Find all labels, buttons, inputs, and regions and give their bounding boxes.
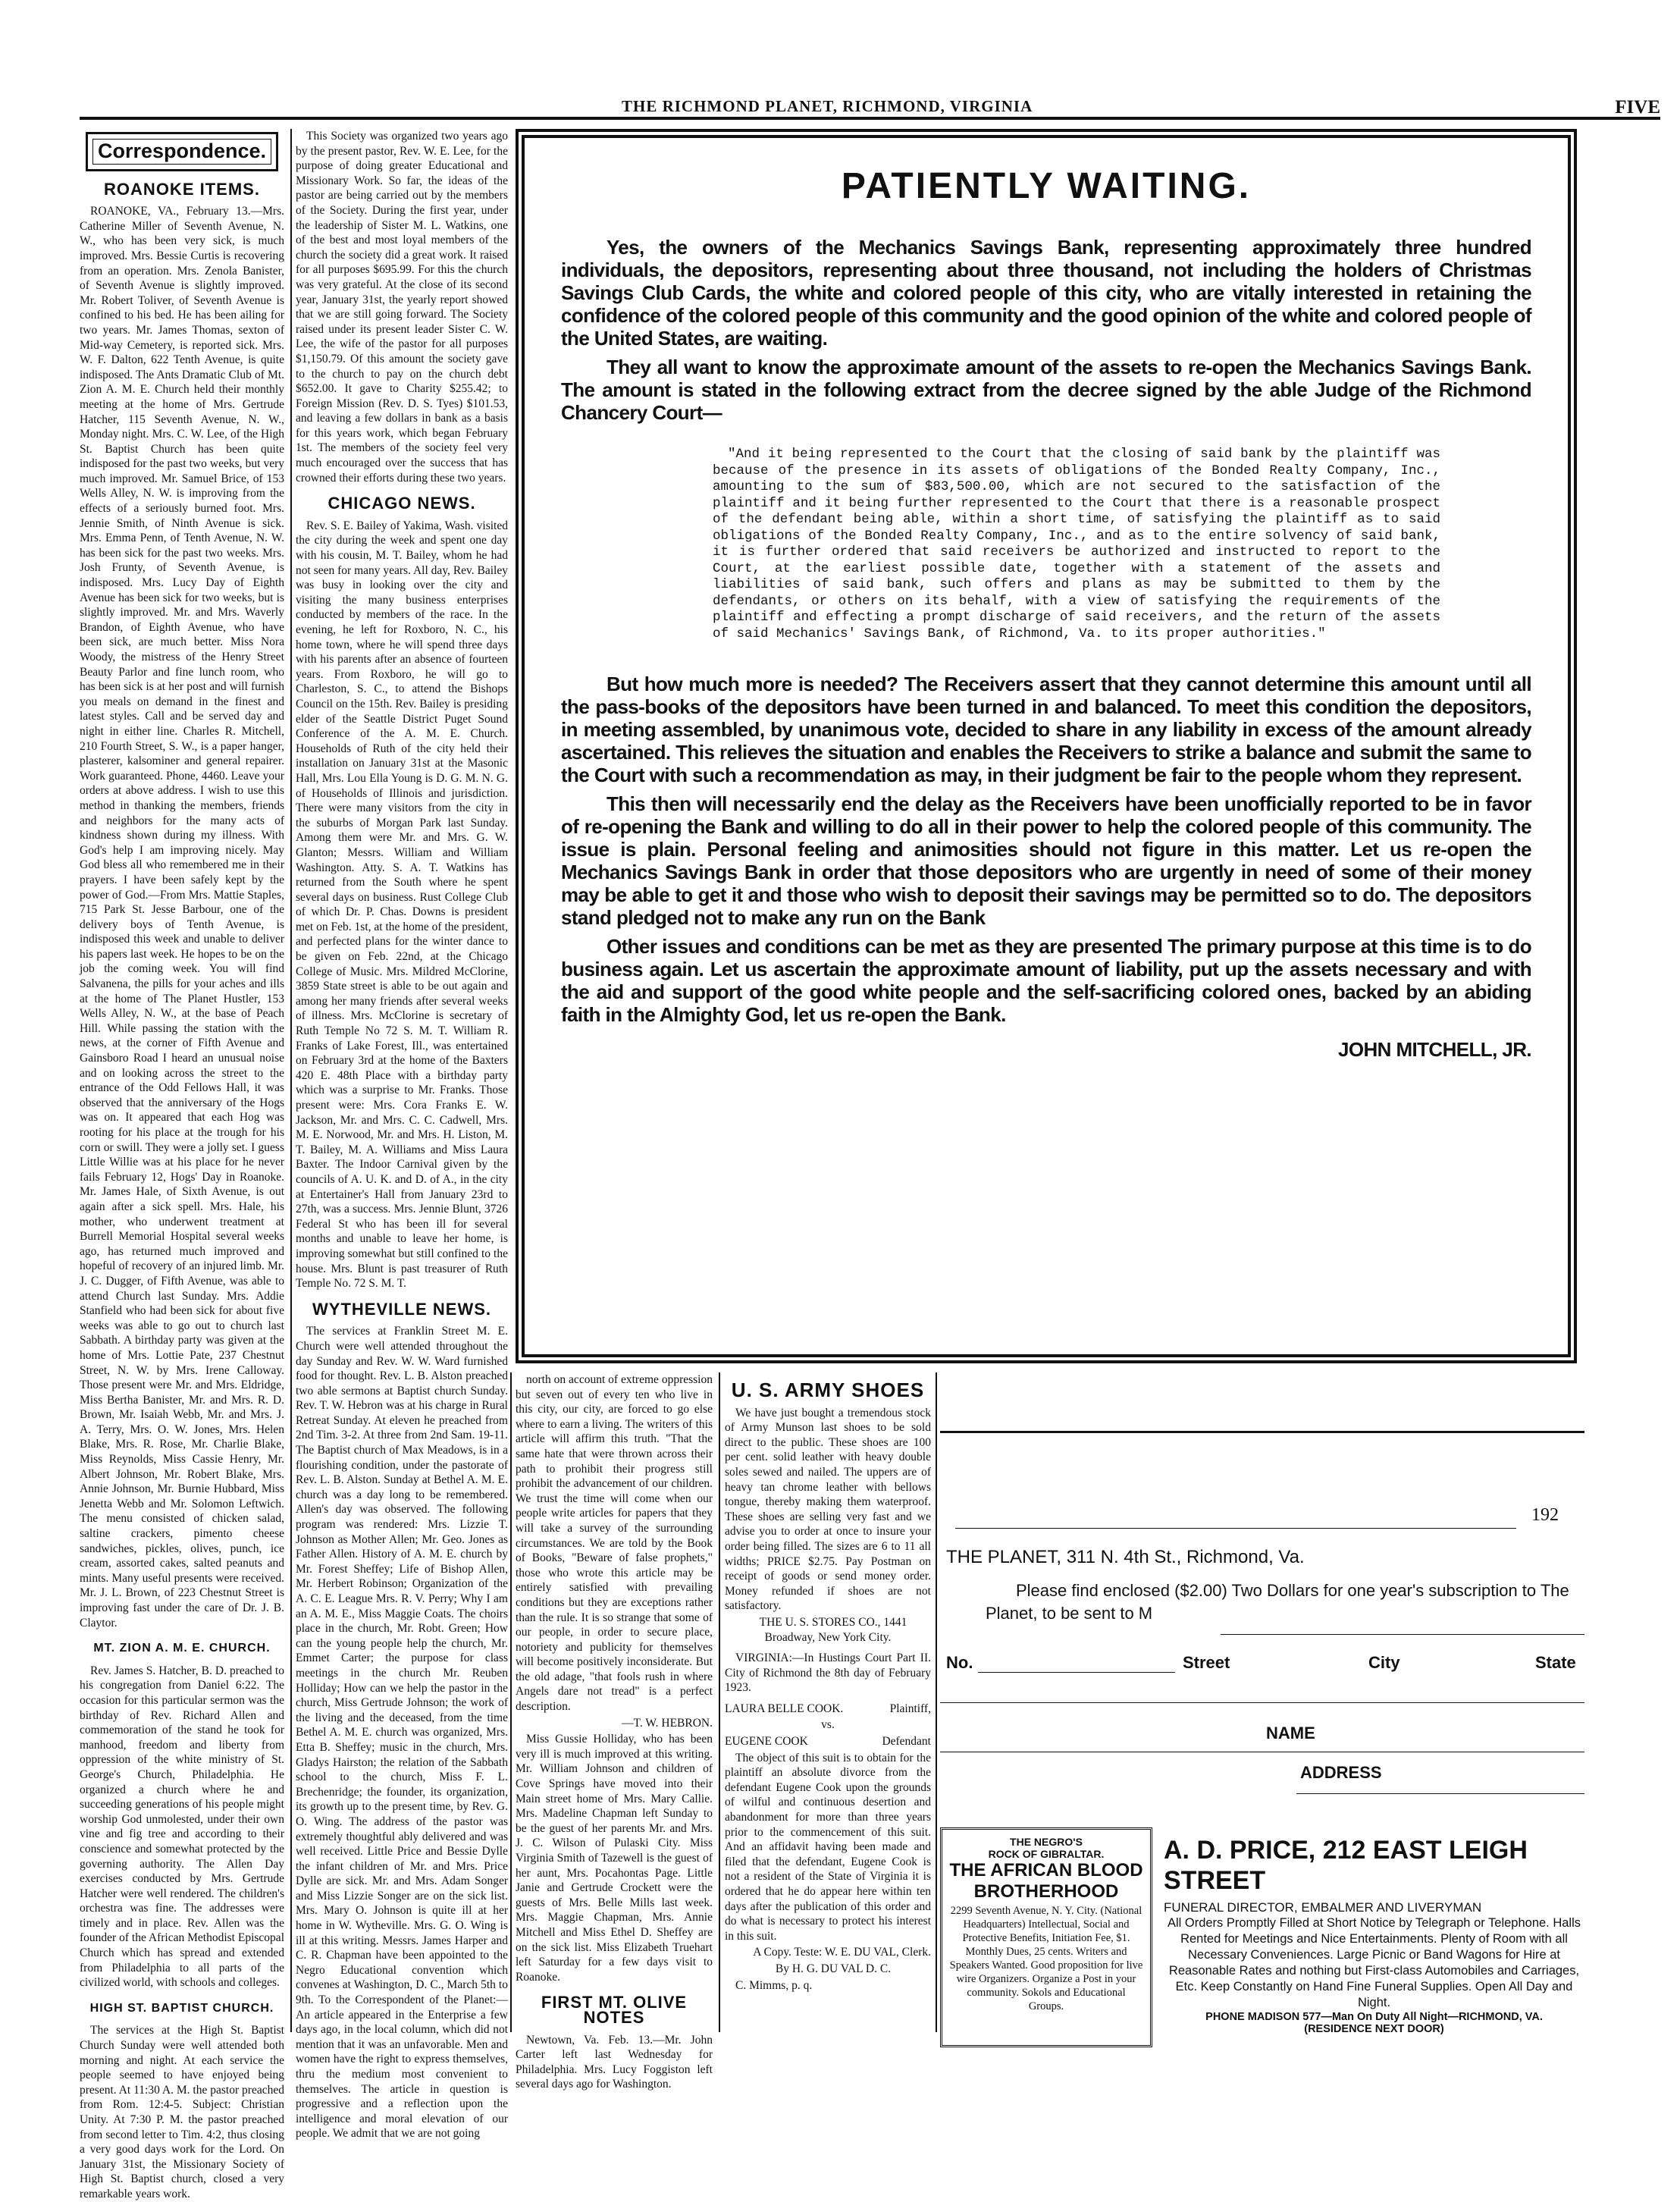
column-rule [290,129,292,2032]
african-blood-brotherhood-ad: THE NEGRO'S ROCK OF GIBRALTAR. THE AFRICAN BLOOD BROTHERHOOD 2299 Seventh Avenue, N. Y. City. (National Headquarters) Intellectual, Social and Protective Benefits, Initiation Fee, $1. Monthly Dues, 25 cents. Writers and Speakers Wanted. Good proposition for live wire Organizers. Organize a Post in your community. Sokols and Educational Groups. [940,1827,1152,2047]
wytheville-heading: WYTHEVILLE NEWS. [312,1299,491,1319]
editorial-paragraph-5: Other issues and conditions can be met as they are presented The primary purpose at this time is to do business again. Let us ascertain the approximate amount of liability, put up the assets necessary and with the aid and support of the good white people and the self-sacrificing colored ones, backed by an abiding faith in the Almighty God, let us re-open the Bank. [561,935,1531,1026]
army-shoes-heading: U. S. ARMY SHOES [731,1379,925,1401]
mt-olive-text: Newtown, Va. Feb. 13.—Mr. John Carter left last Wednesday for Philadelphia. Mrs. Lucy Foggiston left several days ago for Washington. [516,2033,713,2091]
clerk-copy: A Copy. Teste: W. E. DU VAL, Clerk. [753,1946,931,1959]
editorial-paragraph-4: This then will necessarily end the delay as the Receivers have been unofficially reported to be in favor of re-opening the Bank and willing to do all in their power to help the colored people of this community. The issue is plain. Personal feeling and animosities should not figure in this matter. Let us re-open the Mechanics Savings Bank in order that those depositors who are urgently in need of some of their money may be able to get it and those who wish to deposit their savings may be permitted so to do. The depositors stand pledged not to make any run on the Bank [561,792,1531,929]
price-ad-residence: (RESIDENCE NEXT DOOR) [1304,2023,1444,2035]
editorial-title: PATIENTLY WAITING. [841,166,1252,206]
mt-zion-heading: MT. ZION A. M. E. CHURCH. [93,1642,271,1655]
recipient-line[interactable] [1221,1634,1584,1635]
us-stores-signature: THE U. S. STORES CO., 1441 Broadway, New York City. [759,1615,907,1644]
personal-notes-text: Miss Gussie Holliday, who has been very ill is much improved at this writing. Mr. William Johnson and children of Cove Springs have moved into their Main street home of Mrs. Mary Callie. Mrs. Madeline Chapman left Sunday to be the guest of her parents Mr. and Mrs. J. C. Wilson of Pulaski City. Miss Virginia Smith of Tazewell is the guest of her aunt, Mrs. Pocahontas Page. Little Janie and Gertrude Crockett were the guests of Mrs. Belle Mills last week. Mrs. Maggie Chapman, Mrs. Annie Mitchell and Miss Ethel D. Sheffey are on the sick list. Miss Elizabeth Truehart left Saturday for a few days visit to Roanoke. [516,1733,713,1984]
editorial-paragraph-1: Yes, the owners of the Mechanics Savings Bank, representing approximately three hundred individuals, the depositors, representing about three thousand, not including the holders of Christmas Savings Club Cards, the white and colored people of this city, who are vitally interested in retaining the confidence of the colored people of this community and the good opinion of the white and colored people of the United States, are waiting. [561,236,1531,350]
price-funeral-ad [1164,1835,1584,2035]
versus: vs. [821,1718,835,1732]
label-address: ADDRESS [1300,1763,1382,1782]
mt-zion-text: Rev. James S. Hatcher, B. D. preached to his congregation from Daniel 6:22. The occasion for this particular sermon was the birthday of Rev. Richard Allen and commemoration of the stand he took for manhood, freedom and liberty from oppression of the white ministry of St. George's Church, Philadelphia. He organized a church where he and succeeding generations of his people might worship God unmolested, under their own vine and fig tree and according to their conscience and somewhat protected by the governing authority. The Allen Day exercises conducted by Mrs. Gertrude Hatcher were well rendered. The children's orchestra was fine. The addresses were timely and in place. Rev. Allen was the founder of the African Methodist Episcopal Church which has spread and extended from Philadelphia to all parts of the civilized world, with schools and colleges. [80,1664,284,1990]
coupon-address: THE PLANET, 311 N. 4th St., Richmond, Va. [946,1547,1305,1567]
wytheville-text: The services at Franklin Street M. E. Church were well attended throughout the day Sunday and Rev. W. W. Ward furnished food for thought. Rev. L. B. Alston preached two able sermons at Baptist church Sunday. Rev. T. W. Hebron was at his charge in Rural Retreat Sunday. At eleven he preached from 2nd Tim. 3-2. At three from 2nd Sam. 19-11. The Baptist church of Max Meadows, is in a flourishing condition, under the pastorate of Rev. L. B. Alston. Sunday at Bethel A. M. E. church was a day long to be remembered. Allen's day was observed. The following program was rendered: Mrs. Lizzie T. Johnson as Mother Allen; Mr. Geo. Jones as Father Allen. History of A. M. E. church by Mr. Forest Sheffey; Life of Bishop Allen, Mr. Herbert Robinson; Organization of the A. C. E. League Mrs. R. V. Perry; Why I am an A. M. E., Miss Maggie Coats. The choirs place in the church, Mr. Robt. Green; How can the young people help the church, Mr. Emmet Carter; the purpose for class meetings in the church Mr. Reuben Holliday; How can we help the pastor in the church, Miss Gertrude Johnson; the work of the living and the deceased, from the time Bethel A. M. E. church was organized, Mrs. Etta B. Sheffey; music in the church, Mrs. Gladys Hairston; the relation of the Sabbath school to the church, Miss F. L. Brechenridge; the founder, its organization, its growth up to the present time, by Rev. G. O. Wing. The address of the pastor was extremely thoughtful ably delivered and was well received. Little Price and Bessie Dylle the infant children of Mr. and Mrs. Price Dylle are sick. Mr. and Mrs. Adam Songer and Miss Lizzie Songer are on the sick list. Mrs. Mary O. Johnson is quite ill at her home in W. Wytheville. Mrs. G. O. Wing is ill at this writing. Messrs. James Harper and C. R. Chapman have been appointed to the Negro Educational convention which convenes at Washington, D. C., March 5th to 9th. To the Correspondent of the Planet:—An article appeared in the Enterprise a few days ago, in the local column, which did not mention that it was an unfavorable. Men and women have the right to express themselves, thru the medium most convenient to themselves. The article in question is progressive and a reflection upon the intelligence and moral elevation of our people. We admit that we are not going [296,1325,508,2141]
hebron-signature: —T. W. HEBRON. [622,1716,713,1730]
brotherhood-details: 2299 Seventh Avenue, N. Y. City. (National Headquarters) Intellectual, Social and Protective Benefits, Initiation Fee, $1. Monthly Dues, 25 cents. Writers and Speakers Wanted. Good proposition for live wire Organizers. Organize a Post in your community. Sokols and Educational Groups. [949,1905,1143,2012]
label-name: NAME [1266,1724,1315,1742]
correspondence-box: Correspondence. [86,132,278,171]
column-rule [936,1372,937,2032]
plaintiff-role: Plaintiff, [889,1702,931,1715]
high-st-text: The services at the High St. Baptist Church Sunday were well attended both morning and night. At each service the people seemed to have enjoyed being present. At 11:30 A. M. the pastor preached from Rom. 12:4-5. Subject: Christian Unity. At 7:30 P. M. the pastor preached from second letter to Tim. 4:2, thus closing a very good days work for the Lord. On January 31st, the Missionary Society of High St. Baptist church, closed a very remarkable years work. [80,2024,284,2200]
army-shoes-text: We have just bought a tremendous stock of Army Munson last shoes to be sold direct to the public. These shoes are 100 per cent. solid leather with heavy double soles sewed and nailed. The uppers are of heavy tan chrome leather with bellows tongue, thereby making them waterproof. These shoes are selling very fast and we advise you to order at once to insure your order being filled. The sizes are 6 to 11 all widths; PRICE $2.75. Pay Postman on receipt of goods or send money order. Money refunded if shoes are not satisfactory. [725,1406,931,1613]
street-number-field[interactable] [978,1672,1175,1673]
editorial-signature: JOHN MITCHELL, JR. [1338,1038,1531,1061]
court-notice-heading: VIRGINIA:—In Hustings Court Part II. City of Richmond the 8th day of February 1923. [725,1652,931,1695]
price-ad-title: A. D. PRICE, 212 EAST LEIGH STREET [1164,1836,1528,1895]
divorce-notice-text: The object of this suit is to obtain for the plaintiff an absolute divorce from the defendant Eugene Cook upon the grounds of wilful and continuous desertion and abandonment for more than three years prior to the commencement of this suit. And an affidavit having been made and filed that the defendant, Eugene Cook is not a resident of the State of Virginia it is ordered that he do appear here within ten days after the publication of this order and do what is necessary to protect his interest in this suit. [725,1751,931,1943]
defendant-name: EUGENE COOK [725,1735,808,1749]
plaintiff-name: LAURA BELLE COOK. [725,1702,844,1715]
high-st-heading: HIGH ST. BAPTIST CHURCH. [89,2001,274,2015]
roanoke-text: ROANOKE, VA., February 13.—Mrs. Catherine Miller of Seventh Avenue, N. W., who has been very sick, is much improved. Mrs. Bessie Curtis is recovering from an operation. Mrs. Zenola Banister, of Seventh Avenue is slightly improved. Mr. Robert Toliver, of Seventh Avenue is confined to his bed. He has been ailing for two years. Mr. James Thomas, sexton of Mid-way Cemetery, is reported sick. Mrs. W. F. Dalton, 622 Tenth Avenue, is quite indisposed. The Ants Dramatic Club of Mt. Zion A. M. E. Church held their monthly meeting at the home of Mrs. Gertrude Hatcher, 115 Seventh Avenue, N. W., Monday night. Mrs. C. W. Lee, of the High St. Baptist Church has been quite indisposed for the past two weeks, but very much improved. Mr. Samuel Brice, of 153 Wells Alley, N. W. is improving from the effects of a seriously burned foot. Mrs. Jennie Smith, of Ninth Avenue is sick. Mrs. Emma Penn, of Tenth Avenue, N. W. has been sick for the past two weeks. Mrs. Josh Frunty, of Seventh Avenue, is indisposed. Mrs. Lucy Day of Eighth Avenue has been sick for two weeks, but is slightly improved. Mr. and Mrs. Waverly Brandon, of Eighth Avenue, who have been sick, are much better. Miss Nora Woody, the mistress of the Henry Street Beauty Parlor and fine lunch room, who has been sick is at her post and will furnish you meals on demand in the finest and latest styles. Call and be served day and night in either line. Charles R. Mitchell, 210 Fourth Street, S. W., is a paper hanger, plasterer, kalsominer and general repairer. Work guaranteed. Phone, 4460. Leave your orders at above address. I wish to use this method in thanking the members, friends and neighbors for the many acts of kindness shown during my illness. With God's help I am improving nicely. May God bless all who remembered me in their prayers. I have been safely kept by the power of God.—From Mrs. Mattie Staples, 715 Park St. Jesse Barbour, one of the delivery boys of Tenth Avenue, is indisposed this week and unable to deliver his papers last week. He hopes to be on the job the coming week. You will find Salvanena, the pills for your aches and ills at the home of The Planet Hustler, 153 Wells Alley, N. W., at the base of Peach Hill. While passing the station with the news, at the corner of Fifth Avenue and Gainsboro Road I heard an unusual noise and on looking across the street to the entrance of the Odd Fellows Hall, it was observed that the anniversary of the Hogs was on. It appeared that each Hog was rooting for his place at the trough for his corn or swill. They were a jolly set. I guess Little Willie was at his place for he never fails February 12, Hogs' Day in Roanoke. Mr. James Hale, of Sixth Avenue, is out again after a sick spell. Mrs. Hale, his mother, who underwent treatment at Burrell Memorial Hospital several weeks ago, has returned much improved and hopeful of recovery of an injured limb. Mr. J. C. Dugger, of Fifth Avenue, was able to attend Church last Sunday. Mrs. Addie Stanfield who had been sick for about five weeks was able to go out to church last Sabbath. A birthday party was given at the home of Mrs. Lottie Pate, 237 Chestnut Street, N. W. by Mrs. Irene Calloway. Those present were Mr. and Mrs. Eldridge, Miss Bertha Banister, Mr. and Mrs. R. D. Brown, Mr. Isaiah Webb, Mr. and Mrs. J. A. Terry, Mrs. O. W. Jones, Mrs. Helen Blake, Mrs. R. Rose, Mr. Charlie Blake, Miss Reynolds, Miss Cassie Henry, Mr. Albert Johnson, Mr. Robert Blake, Mrs. Annie Johnson, Mr. Burnie Hubbard, Miss Jenetta Webb and Mr. Solomon Leftwich. The menu consisted of chicken salad, saltine crackers, pimento cheese sandwiches, pickles, olives, punch, ice cream, assorted cakes, salted peanuts and mints. Many useful presents were received. Mr. J. L. Brown, of 223 Chestnut Street is improving fast under the care of Dr. J. B. Claytor. [80,205,284,1630]
masthead-title: THE RICHMOND PLANET, RICHMOND, VIRGINIA [622,97,1033,115]
label-no: No. [946,1653,973,1672]
hebron-article-text: north on account of extreme oppression but seven out of every ten who live in this city, our city, are forced to go else where to earn a living. The writers of this article will affirm this truth. "That the same hate that were thrown across their path to prohibit their progress still prohibit the advancement of our children. We trust the time will come when our people write articles for papers that they will take a survey of the surrounding circumstances. We are told by the Book of Books, "Beware of false prophets," those who wrote this article may be entirely satisfied with prevailing conditions but they are exceptions rather than the rule. It is so strange that some of our people, in order to secure place, notoriety and publicity for themselves will become positively inconsiderate. But the old adage, "that fools rush in where Angels dare not tread" is a perfect description. [516,1373,713,1714]
column-ads-legal [725,1372,931,2032]
column-correspondence [80,129,284,2200]
column-rule [719,1372,720,2032]
attorney: C. Mimms, p. q. [735,1978,813,1992]
defendant-role: Defendant [882,1735,931,1749]
label-city: City [1368,1653,1400,1672]
price-ad-phone: PHONE MADISON 577—Man On Duty All Night—RICHMOND, VA. [1205,2011,1543,2023]
editorial-paragraph-3: But how much more is needed? The Receivers assert that they cannot determine this amount until all the pass-books of the depositors have been turned in and balanced. To meet this condition the depositors, in meeting assembled, by unanimous vote, decided to share in any liability in excess of the amount already ascertained. This relieves the situation and enables the Receivers to strike a balance and submit the same to the Court with such a recommendation as may, in their judgment be fair to the people whom they represent. [561,673,1531,786]
roanoke-heading: ROANOKE ITEMS. [104,179,260,199]
column-news [296,129,508,2141]
coupon-instructions: Please find enclosed ($2.00) Two Dollars for one year's subscription to The Planet, to be sent to M [986,1581,1569,1623]
subscription-coupon [940,1407,1584,1816]
column-rule [510,1372,512,2032]
address-field[interactable] [1296,1793,1584,1794]
label-street: Street [1183,1653,1230,1672]
patiently-waiting-editorial [516,129,1577,1363]
column-continued [516,1372,713,2091]
chicago-text: Rev. S. E. Bailey of Yakima, Wash. visited the city during the week and spent one day with his cousin, M. T. Bailey, whom he had not seen for many years. All day, Rev. Bailey was busy in looking over the city and visiting the many business enterprises conducted by members of the race. In the evening, he left for Roxboro, N. C., his home town, where he will spend three days with his parents after an absence of fourteen years. From Roxboro, he will go to Charleston, S. C., to attend the Bishops Council on the 15th. Rev. Bailey is presiding elder of the Seattle District Puget Sound Conference of the A. M. E. Church. Households of Ruth of the city held their installation on January 31st at the Masonic Hall, Mrs. Lou Ella Young is D. G. M. N. G. of Households of Illinois and jurisdiction. There were many visitors from the city in the suburbs of Morgan Park last Sunday. Among them were Mr. and Mrs. G. W. Glanton; Messrs. William and William Washington. Atty. S. A. T. Watkins has returned from the South where he spent several days on business. Rust College Club of which Dr. P. Chas. Downs is president met on Feb. 1st, at the home of the president, and perfected plans for the winter dance to be given on Feb. 22nd, at the Chicago College of Music. Mrs. Mildred McClorine, 3859 State street is able to be out again and among her many friends after several weeks of illness. Mrs. McClorine is secretary of Ruth Temple No 72 S. M. T. William R. Franks of Lake Forest, Ill., was entertained on February 3rd at the home of the Baxters 420 E. 48th Place with a birthday party which was a surprise to Mr. Franks. Those present were: Mrs. Cora Franks E. W. Jackson, Mr. and Mrs. C. C. Cadwell, Mrs. M. E. Norwood, Mr. and Mrs. H. Liston, M. T. Bailey, M. A. Williams and Miss Laura Baxter. The Indoor Carnival given by the councils of A. U. K. and D. of A., in the city at Entertainer's Hall from January 23rd to 27th, was a success. Mrs. Jennie Blunt, 3726 Federal St who has been ill for several months and unable to leave her home, is improving somewhat but still confined to the house. Mrs. Blunt is past treasurer of Ruth Temple No. 72 S. M. T. [296,519,508,1291]
chicago-heading: CHICAGO NEWS. [328,494,476,513]
mt-olive-heading: FIRST MT. OLIVE NOTES [541,1993,688,2027]
label-state: State [1535,1653,1576,1672]
masthead [80,97,1660,120]
deputy-clerk: By H. G. DU VAL D. C. [775,1962,892,1975]
page-number: FIVE [1615,97,1660,118]
court-decree-quote: "And it being represented to the Court that the closing of said bank by the plaintiff was because of the presence in its assets of obligations of the Bonded Realty Company, Inc., amounting to the sum of $83,500.00, which are not secured to the satisfaction of the plaintiff and it being further represented to the Court that there is a reasonable prospect of the defendant being able, within a short time, of satisfying the plaintiff as to said obligations of the Bonded Realty Company, Inc., and as to the entire solvency of said bank, it is further ordered that said receivers be authorized and instructed to report to the Court, at the earliest possible date, together with a statement of the assets and liabilities of said bank, such offers and plans as may be submitted to them by the defendants, or others on its behalf, with a view of satisfying the requirements of the plaintiff and effecting a prompt discharge of said receivers, and the return of the assets of said Mechanics' Savings Bank, of Richmond, Va. to its proper authorities." [713,447,1440,641]
coupon-year: 192 [1531,1505,1559,1525]
price-ad-subtitle: FUNERAL DIRECTOR, EMBALMER AND LIVERYMAN [1164,1900,1482,1915]
society-text: This Society was organized two years ago by the present pastor, Rev. W. E. Lee, for the purpose of doing greater Educational and Missionary Work. So far, the ideas of the pastor are being carried out by the members of the Society. During the first year, under the leadership of Sister M. L. Watkins, one of the best and most loyal members of the church the society did a great work. It raised for all purposes $695.99. For this the church was very grateful. At the close of its second year, January 31st, the yearly report showed that we are still going forward. The Society raised under its present leader Sister C. W. Lee, the wife of the pastor for all purposes $1,150.79. Of this amount the society gave to the church to pay on the church debt $652.00. It gave to Charity $255.42; to Foreign Mission (Rev. D. S. Tyes) $101.53, and leaving a few dollars in bank as a basis for this years work, which began February 1st. The members of the society feel very much encouraged over the success that has crowned their efforts during these two years. [296,130,508,485]
editorial-paragraph-2: They all want to know the approximate amount of the assets to re-open the Mechanics Savings Bank. The amount is stated in the following extract from the decree signed by the able Judge of the Richmond Chancery Court— [561,356,1531,424]
price-ad-body: All Orders Promptly Filled at Short Notice by Telegraph or Telephone. Halls Rented for Meetings and Nice Entertainments. Plenty of Room with all Necessary Conveniences. Large Picnic or Band Wagons for Hire at Reasonable Rates and nothing but First-class Automobiles and Carriages, Etc. Keep Constantly on Hand Fine Funeral Supplies. Open All Day and Night. [1167,1916,1581,2009]
